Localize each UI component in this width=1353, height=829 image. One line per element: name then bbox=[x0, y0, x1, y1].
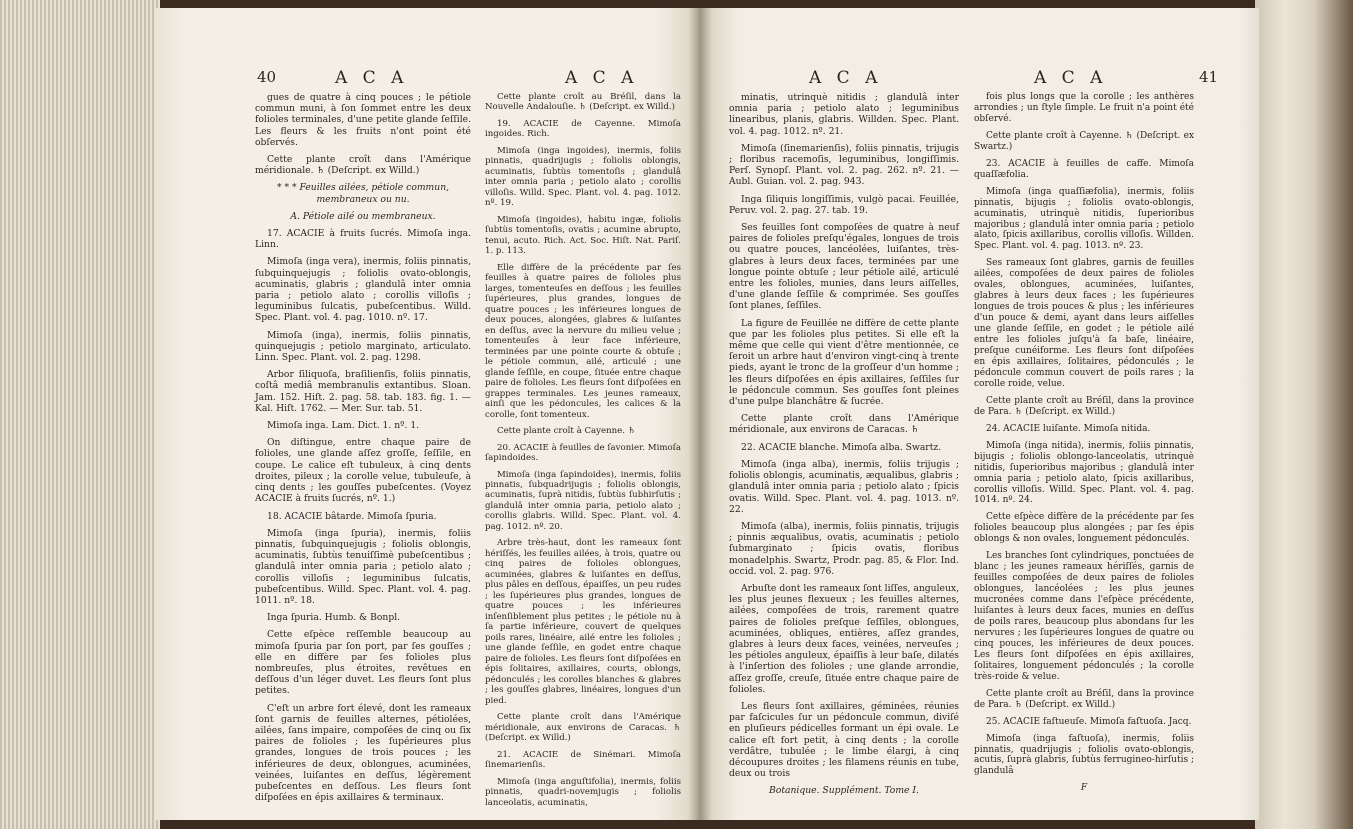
paragraph: fois plus longs que la corolle ; les anthères arrondies ; un ſtyle ſimple. Le fruit n'a point été obſervé. bbox=[974, 92, 1194, 124]
right-column-2 bbox=[974, 92, 1194, 800]
paragraph: Mimoſa (inga ingoides), inermis, foliis pinnatis, quadrijugis ; foliolis oblongis, acuminatis, ſubtùs tomentoſis ; glandulâ inter omnia paria ; petiolo alato ; corollis villoſis. Willd. Spec. Plant. vol. 4. pag. 1012. nº. 19. bbox=[485, 145, 681, 209]
left-running-head: A C A bbox=[335, 68, 409, 88]
paragraph: C'eſt un arbre fort élevé, dont les rameaux ſont garnis de feuilles alternes, pétiolées, ailées, ſans impaire, compoſées de cinq ou ſix paires de folioles ; les ſupérieures plus grandes, longues de trois pouces ; les inférieures de deux, oblongues, acuminées, veinées, luiſantes en deſſus, légèrement pubeſcentes en deſſous. Les fleurs ſont diſpoſées en épis axillaires & terminaux. bbox=[255, 702, 471, 804]
paragraph: gues de quatre à cinq pouces ; le pétiole commun muni, à ſon ſommet entre les deux folioles terminales, d'une petite glande ſeſſile. Les fleurs & les fruits n'ont point été obſervés. bbox=[255, 92, 471, 148]
paragraph: * * * Feuilles ailées, pétiole commun, membraneux ou nu. bbox=[276, 182, 450, 205]
paragraph: Arbor ſiliquoſa, braſilienſis, foliis pinnatis, coſtâ mediâ membranulis extantibus. Sloan. Jam. 152. Hiſt. 2. pag. 58. tab. 183. fig. 1. — Kal. Hiſt. 1762. — Mer. Sur. tab. 51. bbox=[255, 369, 471, 414]
paragraph: Mimoſa (inga vera), inermis, foliis pinnatis, ſubquinquejugis ; foliolis ovato-oblongis, acuminatis, glabris ; glandulâ inter omnia paria ; petiolo alato ; corollis villoſis ; leguminibus ſulcatis, pubeſcentibus. Willd. Spec. Plant. vol. 4. pag. 1010. nº. 17. bbox=[255, 256, 471, 324]
paragraph: 18. ACACIE bâtarde. Mimoſa ſpuria. bbox=[267, 510, 437, 522]
right-page bbox=[699, 8, 1259, 820]
right-running-head-col2: A C A bbox=[1034, 68, 1108, 88]
paragraph: Elle diffère de la précédente par ſes feuilles à quatre paires de folioles plus larges, tomenteuſes en deſſous ; les feuilles ſupérieures, plus grandes, longues de quatre pouces ; les inférieures longues de deux pouces, alongées, glabres & luiſantes en deſſus, avec la nervure du milieu velue ; tomenteuſes à leur face inférieure, terminées par une pointe courte & obtuſe ; le pétiole commun, ailé, articulé ; une glande ſeſſile, en coupe, ſituée entre chaque paire de folioles. Les fleurs ſont diſpoſées en grappes terminales. Les jeunes rameaux, ainſi que les pédoncules, les calices & la corolle, ſont tomenteux. bbox=[485, 262, 681, 420]
paragraph: La figure de Feuillée ne diffère de cette plante que par les folioles plus petites. Si elle eſt la même que celle qui vient d'être mentionnée, ce ſeroit un arbre haut d'environ vingt-cinq à trente pieds, ayant le tronc de la groſſeur d'un homme ; les fleurs diſpoſées en épis axillaires, ſeſſiles ſur le pédoncule commun. Ses gouſſes ſont pleines d'une pulpe blanchâtre & ſucrée. bbox=[729, 317, 959, 408]
paragraph: Mimoſa (inga ſapindoides), inermis, foliis pinnatis, ſubquadrijugis ; foliolis oblongis, acuminatis, ſuprà nitidis, ſubtùs ſubhirſutis ; glandulâ inter omnia paria, petiolo alato ; corollis glabris. Willd. Spec. Plant. vol. 4. pag. 1012. nº. 20. bbox=[485, 469, 681, 532]
paragraph: 19. ACACIE de Cayenne. Mimoſa ingoides. Rich. bbox=[485, 118, 681, 140]
paragraph: Les fleurs ſont axillaires, géminées, réunies par faſcicules ſur un pédoncule commun, diviſé en pluſieurs pédicelles formant un épi ovale. Le calice eſt fort petit, à cinq dents ; la corolle verdâtre, tubulée ; le limbe élargi, à cinq découpures droites ; les filamens réunis en tube, deux ou trois bbox=[729, 700, 959, 780]
paragraph: Mimoſa (inga), inermis, foliis pinnatis, quinquejugis ; petiolo marginato, articulato. Linn. Spec. Plant. vol. 2. pag. 1298. bbox=[255, 329, 471, 364]
paragraph: A. Pétiole ailé ou membraneux. bbox=[290, 210, 436, 222]
paragraph: Cette eſpèce diffère de la précédente par ſes folioles beaucoup plus alongées ; par ſes épis oblongs & non ovales, longuement pédonculés. bbox=[974, 512, 1194, 545]
paragraph: Mimoſa (inga ſpuria), inermis, foliis pinnatis, ſubquinquejugis ; foliolis oblongis, acuminatis, ſubtùs tenuiſſimè pubeſcentibus ; glandulâ inter omnia paria ; petiolo alato ; corollis villoſis ; leguminibus ſulcatis, pubeſcentibus. Willd. Spec. Plant. vol. 4. pag. 1011. nº. 18. bbox=[255, 527, 471, 606]
paragraph: Cette plante croît dans l'Amérique méridionale, aux environs de Caracas. ♄ (Deſcript. ex Willd.) bbox=[485, 712, 681, 744]
paragraph: Arbuſte dont les rameaux ſont liſſes, anguleux, les plus jeunes flexueux ; les feuilles alternes, ailées, compoſées de trois, rarement quatre paires de folioles preſque ſeſſiles, oblongues, acuminées, obliques, entières, aſſez grandes, glabres à leurs deux faces, veinées, nerveuſes ; les pétioles anguleux, épaiſſis à leur baſe, dilatés à l'inſertion des folioles ; une glande arrondie, aſſez groſſe, creuſe, ſituée entre chaque paire de folioles. bbox=[729, 582, 959, 695]
left-page-number: 40 bbox=[257, 68, 277, 86]
paragraph: Mimoſa (inga alba), inermis, foliis trijugis ; foliolis oblongis, acuminatis, æqualibus, glabris ; glandulâ inter omnia paria ; petiolo alato ; ſpicis ovatis. Willd. Spec. Plant. vol. 4. pag. 1013. nº. 22. bbox=[729, 458, 959, 515]
right-column-1 bbox=[729, 92, 959, 803]
paragraph: Mimoſa (ingoides), habitu ingæ, foliolis ſubtùs tomentoſis, ovatis ; acumine abrupto, tenui, acuto. Rich. Act. Soc. Hiſt. Nat. Pariſ. 1. p. 113. bbox=[485, 214, 681, 257]
paragraph: On diſtingue, entre chaque paire de folioles, une glande aſſez groſſe, ſeſſile, en coupe. Le calice eſt tubuleux, à cinq dents droites, pileux ; la corolle velue, tubuleuſe, à cinq dents ; les gouſſes pubeſcentes. (Voyez ACACIE à fruits ſucrés, nº. 1.) bbox=[255, 437, 471, 505]
paragraph: Arbre très-haut, dont les rameaux ſont hériſſés, les feuilles ailées, à trois, quatre ou cinq paires de folioles oblongues, acuminées, glabres & luiſantes en deſſus, plus pâles en deſſous, épaiſſes, un peu rudes ; les ſupérieures plus grandes, longues de quatre pouces ; les inférieures inſenſiblement plus petites ; le pétiole nu à ſa partie inférieure, couvert de quelques poils rares, linéaire, ailé entre les folioles ; une glande ſeſſile, en godet entre chaque paire de folioles. Les fleurs ſont diſpoſées en épis ſolitaires, axillaires, courts, oblongs, pédonculés ; les corolles blanches & glabres ; les gouſſes glabres, linéaires, longues d'un pied. bbox=[485, 538, 681, 706]
paragraph: 17. ACACIE à fruits ſucrés. Mimoſa inga. Linn. bbox=[255, 228, 471, 251]
paragraph: Botanique. Supplément. Tome I. bbox=[769, 785, 919, 797]
left-page-edges bbox=[0, 0, 160, 829]
right-running-head: A C A bbox=[809, 68, 883, 88]
left-column-2 bbox=[485, 92, 681, 814]
paragraph: Mimoſa (inga anguſtifolia), inermis, foliis pinnatis, quadri-novemjugis ; foliolis lanceolatis, acuminatis, bbox=[485, 776, 681, 808]
paragraph: Cette plante croît dans l'Amérique méridionale, aux environs de Caracas. ♄ bbox=[729, 413, 959, 436]
paragraph: minatis, utrinquè nitidis ; glandulâ inter omnia paria ; petiolo alato ; leguminibus linearibus, planis, glabris. Willden. Spec. Plant. vol. 4. pag. 1012. nº. 21. bbox=[729, 92, 959, 137]
paragraph: Mimoſa (inga nitida), inermis, foliis pinnatis, bijugis ; foliolis oblongo-lanceolatis, utrinquè nitidis, ſuperioribus majoribus ; glandulâ inter omnia paria ; petiolo alato, ſpicis axillaribus, corollis villoſis. Willd. Spec. Plant. vol. 4. pag. 1014. nº. 24. bbox=[974, 440, 1194, 506]
left-page-header bbox=[155, 68, 699, 92]
paragraph: F bbox=[1080, 783, 1088, 794]
paragraph: 22. ACACIE blanche. Mimoſa alba. Swartz. bbox=[741, 441, 942, 453]
paragraph: Cette plante croît au Bréſil, dans la province de Para. ♄ (Deſcript. ex Willd.) bbox=[974, 395, 1194, 417]
paragraph: Ses feuilles ſont compoſées de quatre à neuf paires de folioles preſqu'égales, longues de trois ou quatre pouces, lancéolées, luiſantes, très-glabres à leurs deux faces, terminées par une longue pointe obtuſe ; leur pétiole ailé, articulé entre les folioles, munies, dans leurs aiſſelles, d'une glande ſeſſile & comprimée. Ses gouſſes ſont planes, ſeſſiles. bbox=[729, 222, 959, 312]
paragraph: 20. ACACIE à feuilles de ſavonier. Mimoſa ſapindoides. bbox=[485, 442, 681, 464]
paragraph: Cette plante croît au Bréſil, dans la Nouvelle Andalouſie. ♄ (Deſcript. ex Willd.) bbox=[485, 92, 681, 113]
paragraph: 24. ACACIE luiſante. Mimoſa nitida. bbox=[986, 423, 1151, 434]
paragraph: 21. ACACIE de Sinémari. Mimoſa ſinemarienſis. bbox=[485, 749, 681, 771]
left-running-head-col2: A C A bbox=[565, 68, 639, 88]
paragraph: Cette plante croît à Cayenne. ♄ bbox=[497, 426, 636, 437]
paragraph: Mimoſa (inga faſtuoſa), inermis, foliis pinnatis, quadrijugis ; foliolis ovato-oblongis, acutis, ſuprà glabris, ſubtùs ferrugineo-hirſutis ; glandulâ bbox=[974, 733, 1194, 777]
paragraph: Inga ſiliquis longiſſimis, vulgò pacai. Feuillée, Peruv. vol. 2. pag. 27. tab. 19. bbox=[729, 193, 959, 216]
paragraph: Mimoſa (inga quaſſiæfolia), inermis, foliis pinnatis, bijugis ; foliolis ovato-oblongis, acuminatis, utrinquè nitidis, ſuperioribus majoribus ; glandulâ inter omnia paria ; petiolo alato, ſpicis axillaribus, corollis villoſis. Willden. Spec. Plant. vol. 4. pag. 1013. nº. 23. bbox=[974, 186, 1194, 252]
paragraph: Cette plante croît au Bréſil, dans la province de Para. ♄ (Deſcript. ex Willd.) bbox=[974, 688, 1194, 710]
paragraph: 25. ACACIE faſtueuſe. Mimoſa faſtuoſa. Jacq. bbox=[986, 716, 1192, 727]
right-page-number: 41 bbox=[1199, 68, 1219, 86]
paragraph: Ses rameaux ſont glabres, garnis de feuilles ailées, compoſées de deux paires de folioles ovales, oblongues, acuminées, luiſantes, glabres à leurs deux faces ; les ſupérieures longues de trois pouces & plus ; les inférieures d'un pouce & demi, ayant dans leurs aiſſelles une glande ſeſſile, en godet ; le pétiole ailé entre les folioles juſqu'à ſa baſe, linéaire, preſque cunéiforme. Les fleurs ſont diſpoſées en épis axillaires, ſolitaires, pédonculés ; le pédoncule commun couvert de poils rares ; la corolle roide, velue. bbox=[974, 258, 1194, 389]
book-gutter bbox=[688, 0, 712, 829]
left-column-1 bbox=[255, 92, 471, 809]
paragraph: Les branches ſont cylindriques, ponctuées de blanc ; les jeunes rameaux hériſſés, garnis de feuilles compoſées de deux paires de folioles oblongues, lancéolées ; les plus jeunes mucronées comme dans l'eſpèce précédente, luiſantes à leurs deux faces, munies en deſſus de poils rares, beaucoup plus abondans ſur les nervures ; les ſupérieures longues de quatre ou cinq pouces, les inférieures de deux pouces. Les fleurs ſont diſpoſées en épis axillaires, ſolitaires, longuement pédonculés ; la corolle très-roide & velue. bbox=[974, 551, 1194, 682]
paragraph: Cette plante croît à Cayenne. ♄ (Deſcript. ex Swartz.) bbox=[974, 130, 1194, 152]
right-page-header bbox=[699, 68, 1259, 92]
paragraph: Cette plante croît dans l'Amérique méridionale. ♄ (Deſcript. ex Willd.) bbox=[255, 154, 471, 177]
paragraph: Cette eſpèce reſſemble beaucoup au mimoſa ſpuria par ſon port, par ſes gouſſes ; elle en diffère par ſes folioles plus nombreuſes, plus étroites, revêtues en deſſous d'un léger duvet. Les fleurs ſont plus petites. bbox=[255, 629, 471, 697]
right-page-edges bbox=[1255, 0, 1353, 829]
left-page bbox=[155, 8, 699, 820]
paragraph: Mimoſa (ſinemarienſis), foliis pinnatis, trijugis ; floribus racemoſis, leguminibus, longiſſimis. Perſ. Synopſ. Plant. vol. 2. pag. 262. nº. 21. — Aubl. Guian. vol. 2. pag. 943. bbox=[729, 142, 959, 188]
paragraph: Mimoſa (alba), inermis, foliis pinnatis, trijugis ; pinnis æqualibus, ovatis, acuminatis ; petiolo ſubmarginato ; ſpicis ovatis, floribus monadelphis. Swartz, Prodr. pag. 85, & Flor. Ind. occid. vol. 2. pag. 976. bbox=[729, 520, 959, 577]
paragraph: Inga ſpuria. Humb. & Bonpl. bbox=[267, 612, 401, 624]
paragraph: 23. ACACIE à feuilles de caffe. Mimoſa quaſſæfolia. bbox=[974, 158, 1194, 180]
paragraph: Mimoſa inga. Lam. Dict. 1. nº. 1. bbox=[267, 420, 420, 432]
